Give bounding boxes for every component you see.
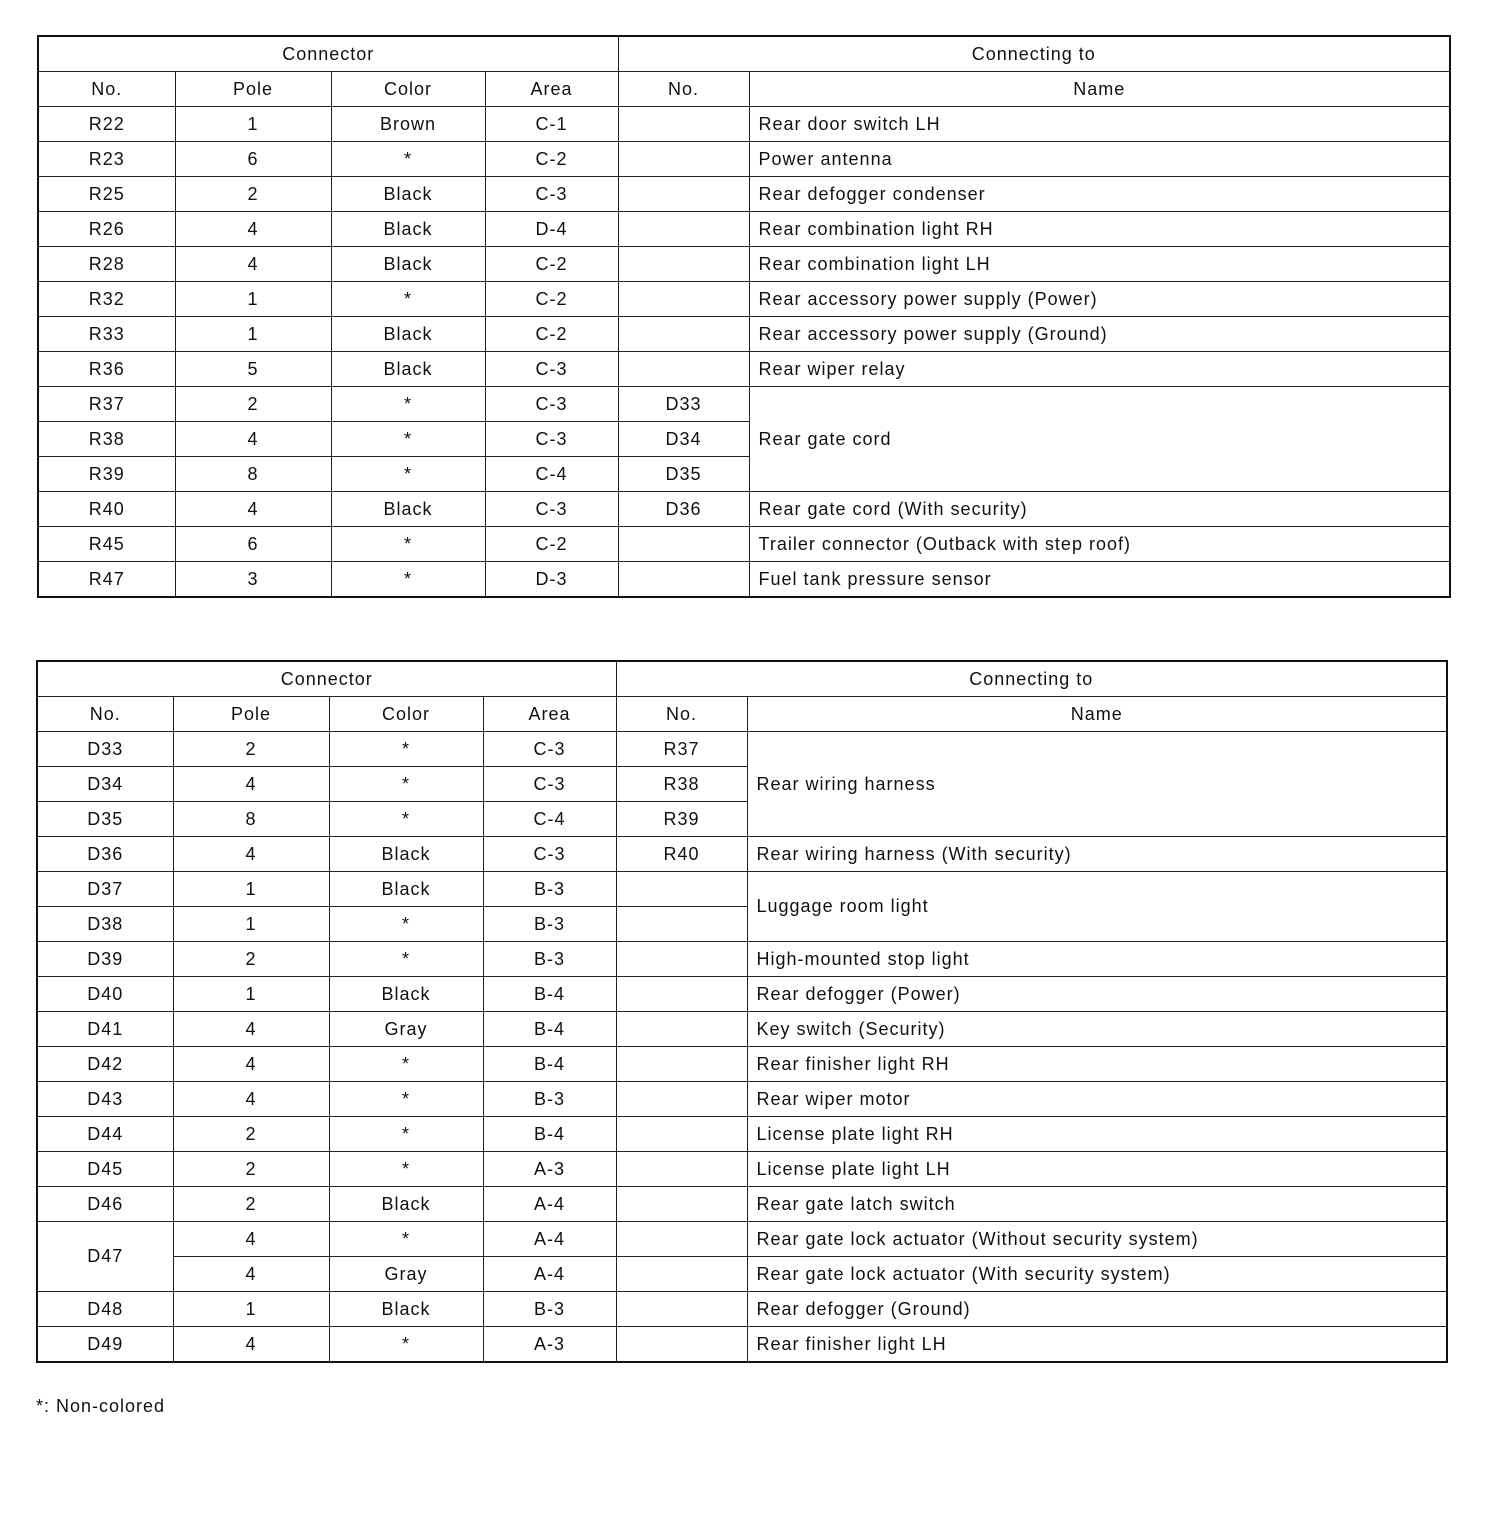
cell-connector-no: D35	[37, 802, 173, 837]
cell-pole: 1	[175, 317, 331, 352]
cell-color: Black	[331, 177, 485, 212]
table-row	[37, 1082, 1447, 1117]
cell-connecting-name: Power antenna	[749, 142, 1450, 177]
cell-color: *	[329, 907, 483, 942]
cell-connector-no: D34	[37, 767, 173, 802]
cell-area: C-3	[485, 177, 618, 212]
cell-connector-no: R23	[38, 142, 175, 177]
cell-pole: 1	[175, 107, 331, 142]
table-row	[37, 942, 1447, 977]
cell-connecting-no: R37	[616, 732, 747, 767]
cell-connecting-no	[616, 1327, 747, 1363]
cell-color: Black	[329, 977, 483, 1012]
cell-area: C-3	[483, 767, 616, 802]
connector-table-d	[36, 660, 1448, 1363]
table-row	[38, 492, 1450, 527]
col-header-color: Color	[331, 72, 485, 107]
connector-group-header: Connector	[38, 36, 618, 72]
cell-color: *	[329, 767, 483, 802]
cell-connecting-name: Rear accessory power supply (Power)	[749, 282, 1450, 317]
cell-connector-no: D37	[37, 872, 173, 907]
table-row	[38, 142, 1450, 177]
col-header-to-no: No.	[616, 697, 747, 732]
cell-connecting-no	[618, 317, 749, 352]
cell-connecting-name: Rear gate lock actuator (Without security system)	[747, 1222, 1447, 1257]
cell-connecting-no: R39	[616, 802, 747, 837]
cell-pole: 6	[175, 142, 331, 177]
cell-area: C-3	[485, 387, 618, 422]
cell-area: B-4	[483, 1012, 616, 1047]
connector-group-header: Connector	[37, 661, 616, 697]
cell-connector-no: R47	[38, 562, 175, 598]
cell-pole: 4	[173, 1012, 329, 1047]
cell-connector-no: R37	[38, 387, 175, 422]
cell-connector-no: R45	[38, 527, 175, 562]
cell-connecting-name: Trailer connector (Outback with step roof)	[749, 527, 1450, 562]
cell-pole: 4	[173, 767, 329, 802]
cell-color: *	[329, 1082, 483, 1117]
cell-color: *	[329, 802, 483, 837]
cell-area: C-3	[483, 732, 616, 767]
table-row	[37, 977, 1447, 1012]
table-row	[37, 872, 1447, 907]
cell-connecting-name: Rear finisher light LH	[747, 1327, 1447, 1363]
cell-connector-no: D39	[37, 942, 173, 977]
cell-color: Black	[329, 837, 483, 872]
cell-connector-no: D41	[37, 1012, 173, 1047]
cell-connector-no: R26	[38, 212, 175, 247]
cell-connector-no: R28	[38, 247, 175, 282]
cell-area: C-4	[483, 802, 616, 837]
cell-connecting-no	[618, 177, 749, 212]
cell-connecting-name: Rear wiring harness (With security)	[747, 837, 1447, 872]
cell-connector-no: D38	[37, 907, 173, 942]
cell-pole: 4	[175, 492, 331, 527]
cell-connecting-name: Rear gate lock actuator (With security system)	[747, 1257, 1447, 1292]
cell-area: C-2	[485, 142, 618, 177]
cell-pole: 2	[175, 177, 331, 212]
cell-color: *	[331, 562, 485, 598]
cell-connecting-no	[618, 282, 749, 317]
cell-connecting-name: Fuel tank pressure sensor	[749, 562, 1450, 598]
cell-pole: 1	[173, 1292, 329, 1327]
cell-connecting-name: Rear wiper relay	[749, 352, 1450, 387]
cell-connecting-no	[616, 1047, 747, 1082]
cell-connecting-no	[616, 1187, 747, 1222]
cell-area: A-4	[483, 1257, 616, 1292]
cell-pole: 4	[175, 212, 331, 247]
cell-pole: 4	[175, 247, 331, 282]
cell-connecting-no	[616, 1292, 747, 1327]
cell-connecting-name: Rear door switch LH	[749, 107, 1450, 142]
cell-pole: 8	[175, 457, 331, 492]
cell-connecting-no	[618, 107, 749, 142]
table-row	[38, 562, 1450, 598]
cell-connecting-no: R38	[616, 767, 747, 802]
cell-connector-no: D40	[37, 977, 173, 1012]
cell-pole: 1	[173, 907, 329, 942]
table-row	[37, 1187, 1447, 1222]
cell-connector-no: D49	[37, 1327, 173, 1363]
cell-pole: 4	[173, 1327, 329, 1363]
cell-connector-no: D43	[37, 1082, 173, 1117]
cell-area: C-3	[485, 492, 618, 527]
cell-connector-no: R32	[38, 282, 175, 317]
cell-color: *	[329, 942, 483, 977]
cell-pole: 1	[173, 977, 329, 1012]
cell-connecting-no	[616, 977, 747, 1012]
cell-area: D-3	[485, 562, 618, 598]
cell-color: *	[329, 1222, 483, 1257]
cell-connector-no: R25	[38, 177, 175, 212]
cell-connecting-no	[618, 527, 749, 562]
table-row	[37, 1222, 1447, 1257]
cell-connecting-no	[616, 1222, 747, 1257]
cell-area: B-4	[483, 1047, 616, 1082]
cell-connecting-no: D36	[618, 492, 749, 527]
cell-pole: 2	[173, 732, 329, 767]
table-row	[38, 352, 1450, 387]
cell-connecting-no	[618, 212, 749, 247]
cell-connector-no: R39	[38, 457, 175, 492]
cell-area: A-3	[483, 1327, 616, 1363]
cell-color: Black	[329, 872, 483, 907]
cell-area: C-2	[485, 247, 618, 282]
cell-area: B-3	[483, 1082, 616, 1117]
cell-connector-no: R33	[38, 317, 175, 352]
cell-color: *	[329, 732, 483, 767]
cell-color: Black	[331, 492, 485, 527]
cell-connecting-no	[618, 352, 749, 387]
cell-color: *	[331, 142, 485, 177]
cell-pole: 2	[175, 387, 331, 422]
cell-pole: 2	[173, 1152, 329, 1187]
cell-area: C-2	[485, 282, 618, 317]
cell-area: C-3	[485, 422, 618, 457]
cell-area: D-4	[485, 212, 618, 247]
col-header-no: No.	[37, 697, 173, 732]
cell-pole: 4	[173, 1047, 329, 1082]
table-row	[38, 387, 1450, 422]
cell-color: *	[329, 1327, 483, 1363]
cell-color: *	[331, 282, 485, 317]
column-header-row	[38, 72, 1450, 107]
cell-area: B-3	[483, 907, 616, 942]
column-header-row	[37, 697, 1447, 732]
cell-color: *	[329, 1047, 483, 1082]
cell-connector-no: D48	[37, 1292, 173, 1327]
table-row	[37, 1152, 1447, 1187]
cell-connector-no: R36	[38, 352, 175, 387]
cell-connecting-name: Rear combination light RH	[749, 212, 1450, 247]
cell-connector-no: R40	[38, 492, 175, 527]
table-row	[38, 212, 1450, 247]
cell-connecting-name: Rear wiper motor	[747, 1082, 1447, 1117]
cell-connecting-name: Rear defogger (Power)	[747, 977, 1447, 1012]
cell-connecting-no	[618, 562, 749, 598]
cell-pole: 4	[175, 422, 331, 457]
cell-area: C-1	[485, 107, 618, 142]
cell-connecting-no	[616, 907, 747, 942]
cell-pole: 4	[173, 837, 329, 872]
cell-color: *	[331, 457, 485, 492]
table-row	[37, 1047, 1447, 1082]
cell-pole: 4	[173, 1082, 329, 1117]
table-row	[38, 527, 1450, 562]
cell-pole: 4	[173, 1257, 329, 1292]
cell-connecting-no	[618, 247, 749, 282]
cell-area: C-2	[485, 317, 618, 352]
cell-color: *	[329, 1117, 483, 1152]
col-header-pole: Pole	[175, 72, 331, 107]
cell-pole: 1	[173, 872, 329, 907]
cell-connecting-no: D34	[618, 422, 749, 457]
cell-connecting-no	[616, 1257, 747, 1292]
table-row	[37, 732, 1447, 767]
cell-connecting-no: R40	[616, 837, 747, 872]
cell-connector-no: R22	[38, 107, 175, 142]
col-header-color: Color	[329, 697, 483, 732]
cell-pole: 1	[175, 282, 331, 317]
cell-connector-no: D45	[37, 1152, 173, 1187]
cell-connector-no: D44	[37, 1117, 173, 1152]
col-header-to-no: No.	[618, 72, 749, 107]
cell-connecting-no	[616, 942, 747, 977]
table-row	[38, 177, 1450, 212]
cell-connecting-name: Key switch (Security)	[747, 1012, 1447, 1047]
cell-connecting-name: Rear accessory power supply (Ground)	[749, 317, 1450, 352]
col-header-name: Name	[747, 697, 1447, 732]
table-row	[37, 1117, 1447, 1152]
table-row	[37, 1012, 1447, 1047]
cell-connecting-no	[616, 1152, 747, 1187]
cell-connecting-name: License plate light RH	[747, 1117, 1447, 1152]
col-header-area: Area	[485, 72, 618, 107]
cell-color: *	[331, 387, 485, 422]
cell-color: *	[329, 1152, 483, 1187]
cell-area: B-3	[483, 872, 616, 907]
connector-table-r	[37, 35, 1451, 598]
cell-area: A-4	[483, 1222, 616, 1257]
cell-connecting-no	[616, 1082, 747, 1117]
group-header-row	[37, 661, 1447, 697]
cell-area: A-4	[483, 1187, 616, 1222]
cell-connector-no: R38	[38, 422, 175, 457]
cell-area: C-3	[483, 837, 616, 872]
cell-color: Gray	[329, 1257, 483, 1292]
cell-area: B-3	[483, 942, 616, 977]
cell-area: A-3	[483, 1152, 616, 1187]
cell-color: Black	[329, 1292, 483, 1327]
connecting-to-group-header: Connecting to	[616, 661, 1447, 697]
cell-connecting-name: Rear gate cord (With security)	[749, 492, 1450, 527]
cell-pole: 3	[175, 562, 331, 598]
table-row	[37, 1292, 1447, 1327]
table-row	[38, 247, 1450, 282]
cell-pole: 6	[175, 527, 331, 562]
cell-connector-no: D36	[37, 837, 173, 872]
cell-area: C-2	[485, 527, 618, 562]
cell-connecting-name: Rear gate latch switch	[747, 1187, 1447, 1222]
cell-color: Black	[331, 352, 485, 387]
cell-color: Black	[331, 247, 485, 282]
cell-connecting-no	[616, 1117, 747, 1152]
table-row	[37, 1327, 1447, 1363]
cell-area: C-3	[485, 352, 618, 387]
cell-color: Black	[329, 1187, 483, 1222]
cell-connecting-name: Rear gate cord	[749, 387, 1450, 492]
table-row	[37, 1257, 1447, 1292]
cell-connecting-name: High-mounted stop light	[747, 942, 1447, 977]
col-header-name: Name	[749, 72, 1450, 107]
cell-connecting-no: D33	[618, 387, 749, 422]
cell-connecting-no	[616, 1012, 747, 1047]
cell-connecting-name: Rear defogger condenser	[749, 177, 1450, 212]
cell-color: *	[331, 527, 485, 562]
table-row	[38, 107, 1450, 142]
cell-connecting-name: Rear finisher light RH	[747, 1047, 1447, 1082]
cell-color: Black	[331, 317, 485, 352]
cell-area: B-4	[483, 977, 616, 1012]
cell-color: Gray	[329, 1012, 483, 1047]
col-header-no: No.	[38, 72, 175, 107]
group-header-row	[38, 36, 1450, 72]
cell-pole: 5	[175, 352, 331, 387]
cell-connecting-no	[618, 142, 749, 177]
cell-connecting-name: License plate light LH	[747, 1152, 1447, 1187]
cell-color: *	[331, 422, 485, 457]
cell-pole: 2	[173, 1187, 329, 1222]
cell-area: B-3	[483, 1292, 616, 1327]
table-row	[38, 317, 1450, 352]
cell-connector-no: D33	[37, 732, 173, 767]
footnote: *: Non-colored	[36, 1396, 166, 1416]
col-header-pole: Pole	[173, 697, 329, 732]
cell-pole: 8	[173, 802, 329, 837]
cell-color: Black	[331, 212, 485, 247]
cell-connecting-no: D35	[618, 457, 749, 492]
cell-connecting-name: Luggage room light	[747, 872, 1447, 942]
cell-connector-no: D42	[37, 1047, 173, 1082]
table-row	[38, 282, 1450, 317]
cell-pole: 2	[173, 1117, 329, 1152]
cell-connecting-name: Rear combination light LH	[749, 247, 1450, 282]
cell-pole: 2	[173, 942, 329, 977]
cell-connector-no: D46	[37, 1187, 173, 1222]
cell-connecting-name: Rear defogger (Ground)	[747, 1292, 1447, 1327]
table-row	[37, 837, 1447, 872]
cell-connecting-name: Rear wiring harness	[747, 732, 1447, 837]
cell-connecting-no	[616, 872, 747, 907]
cell-area: C-4	[485, 457, 618, 492]
cell-color: Brown	[331, 107, 485, 142]
col-header-area: Area	[483, 697, 616, 732]
cell-connector-no: D47	[37, 1222, 173, 1292]
cell-pole: 4	[173, 1222, 329, 1257]
connecting-to-group-header: Connecting to	[618, 36, 1450, 72]
cell-area: B-4	[483, 1117, 616, 1152]
